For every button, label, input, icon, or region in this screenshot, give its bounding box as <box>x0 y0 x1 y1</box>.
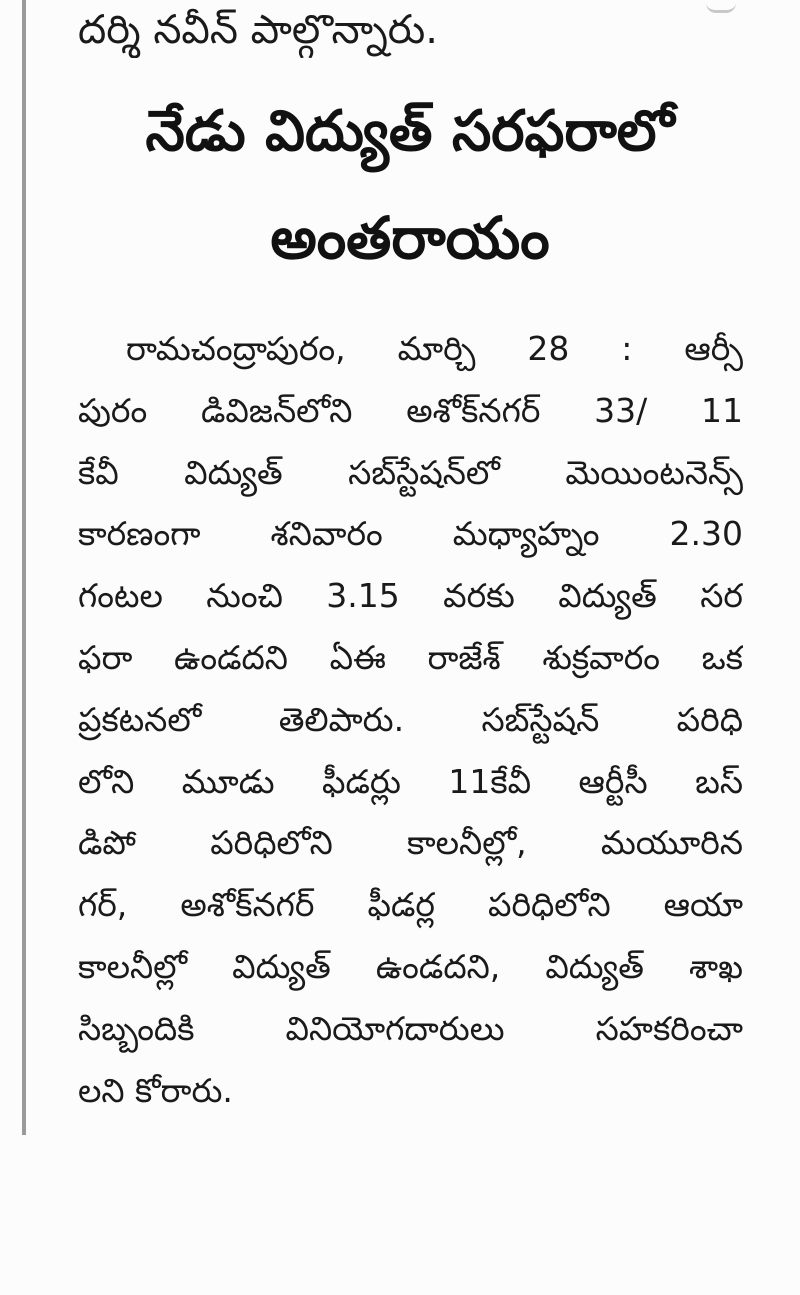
previous-article-fragment: దర్శి నవీన్ పాల్గొన్నారు. <box>78 7 438 53</box>
body-line: రామచంద్రాపురం, మార్చి 28 : ఆర్సీ <box>126 329 743 368</box>
body-line: సిబ్బందికి వినియోగదారులు సహకరించా <box>78 1008 743 1048</box>
body-line: గర్, అశోక్‌నగర్ ఫీడర్ల పరిధిలోని ఆయా <box>78 885 743 925</box>
body-line: గంటల నుంచి 3.15 వరకు విద్యుత్ సర <box>78 576 743 616</box>
body-line: డిపో పరిధిలోని కాలనీల్లో, మయూరిన <box>78 823 743 863</box>
body-line: కాలనీల్లో విద్యుత్ ఉండదని, విద్యుత్ శాఖ <box>78 946 743 986</box>
article-body <box>78 318 743 1118</box>
body-line: ఫరా ఉండదని ఏఈ రాజేశ్ శుక్రవారం ఒక <box>78 637 743 677</box>
body-line: లని కోరారు. <box>78 1070 233 1110</box>
body-line: కారణంగా శనివారం మధ్యాహ్నం 2.30 <box>78 514 743 554</box>
body-line: కేవీ విద్యుత్ సబ్‌స్టేషన్‌లో మెయింటనెన్స్ <box>78 452 743 492</box>
body-line: లోని మూడు ఫీడర్లు 11కేవీ ఆర్టీసీ బస్ <box>78 761 743 801</box>
body-line: పురం డివిజన్‌లోని అశోక్‌నగర్ 33/ 11 <box>78 390 743 430</box>
headline-line-1: నేడు విద్యుత్ సరఫరాలో <box>145 99 675 164</box>
column-divider-rule <box>22 0 26 1135</box>
body-line: ప్రకటనలో తెలిపారు. సబ్‌స్టేషన్ పరిధి <box>78 699 743 739</box>
headline-line-2: అంతరాయం <box>270 204 550 272</box>
